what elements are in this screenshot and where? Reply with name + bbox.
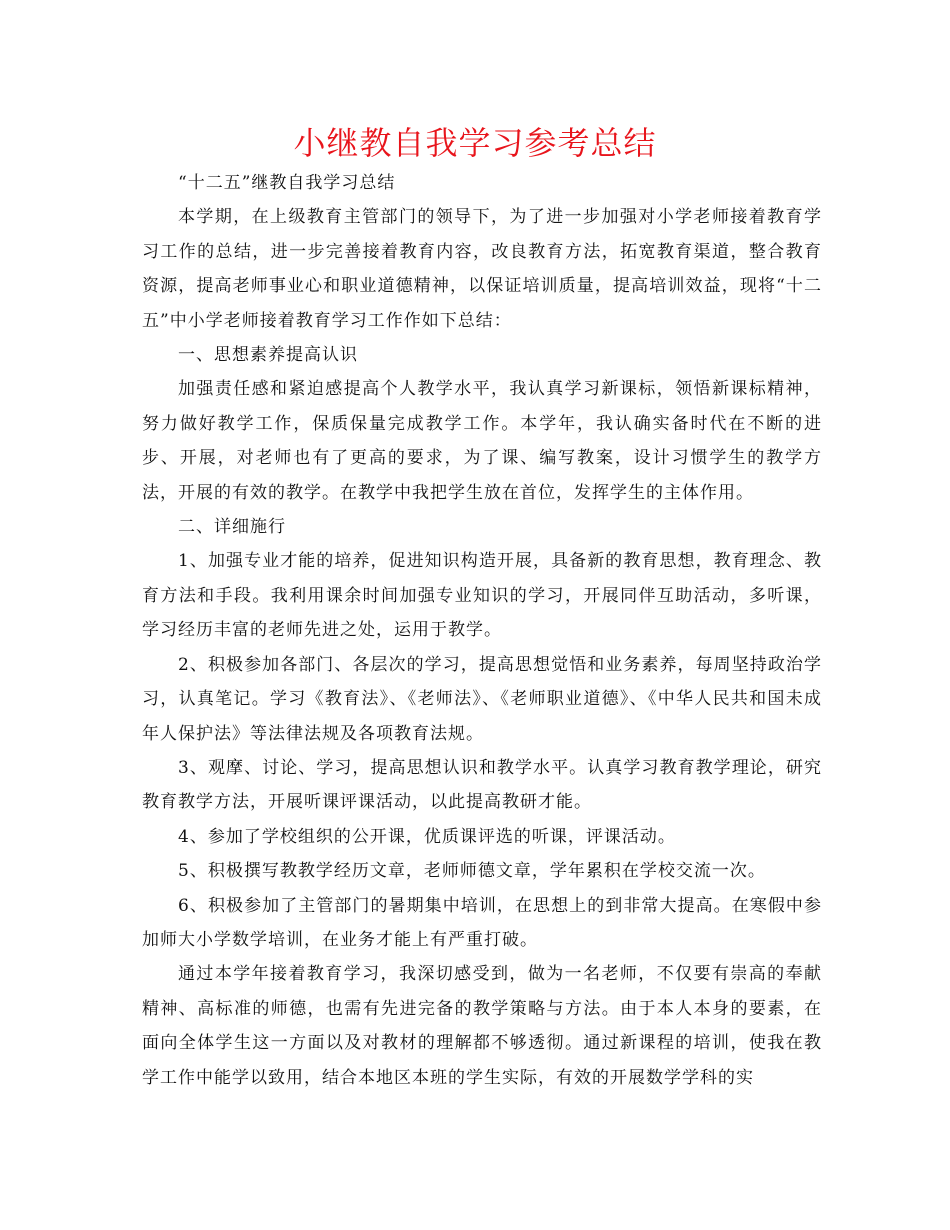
- section-1-paragraph: 加强责任感和紧迫感提高个人教学水平，我认真学习新课标，领悟新课标精神，努力做好教学工作，保质保量完成教学工作。本学年，我认确实备时代在不断的进步、开展，对老师也有了更高的要求，为了课、编写教案，设计习惯学生的教学方法，开展的有效的教学。在教学中我把学生放在首位，发挥学生的主体作用。: [142, 379, 822, 503]
- item-4-paragraph: 4、参加了学校组织的公开课，优质课评选的听课，评课活动。: [178, 826, 676, 847]
- section-heading-1: 一、思想素养提高认识: [178, 345, 358, 366]
- document-body: [142, 166, 822, 1095]
- conclusion-paragraph: 通过本学年接着教育学习，我深切感受到，做为一名老师，不仅要有崇高的奉献精神、高标准的师德，也需有先进完备的教学策略与方法。由于本人本身的要素，在面向全体学生这一方面以及对教材的理解都不够透彻。通过新课程的培训，使我在教学工作中能学以致用，结合本地区本班的学生实际，有效的开展数学学科的实: [142, 964, 822, 1088]
- section-heading-2: 二、详细施行: [178, 517, 286, 538]
- item-6-paragraph: 6、积极参加了主管部门的暑期集中培训，在思想上的到非常大提高。在寒假中参加师大小学数学培训，在业务才能上有严重打破。: [142, 895, 822, 950]
- item-1-paragraph: 1、加强专业才能的培养，促进知识构造开展，具备新的教育思想，教育理念、教育方法和手段。我利用课余时间加强专业知识的学习，开展同伴互助活动，多听课，学习经历丰富的老师先进之处，运用于教学。: [142, 551, 822, 641]
- item-2-paragraph: 2、积极参加各部门、各层次的学习，提高思想觉悟和业务素养，每周坚持政治学习，认真笔记。学习《教育法》、《老师法》、《老师职业道德》、《中华人民共和国未成年人保护法》等法律法规及各项教育法规。: [142, 654, 822, 744]
- subtitle-paragraph: “十二五”继教自我学习总结: [178, 173, 396, 193]
- item-5-paragraph: 5、积极撰写教教学经历文章，老师师德文章，学年累积在学校交流一次。: [178, 861, 766, 882]
- document-title: 小继教自我学习参考总结: [293, 124, 657, 162]
- intro-paragraph: 本学期，在上级教育主管部门的领导下，为了进一步加强对小学老师接着教育学习工作的总结，进一步完善接着教育内容，改良教育方法，拓宽教育渠道，整合教育资源，提高老师事业心和职业道德精神，以保证培训质量，提高培训效益，现将“十二五”中小学老师接着教育学习工作作如下总结：: [142, 207, 822, 331]
- item-3-paragraph: 3、观摩、讨论、学习，提高思想认识和教学水平。认真学习教育教学理论，研究教育教学方法，开展听课评课活动，以此提高教研才能。: [142, 757, 822, 813]
